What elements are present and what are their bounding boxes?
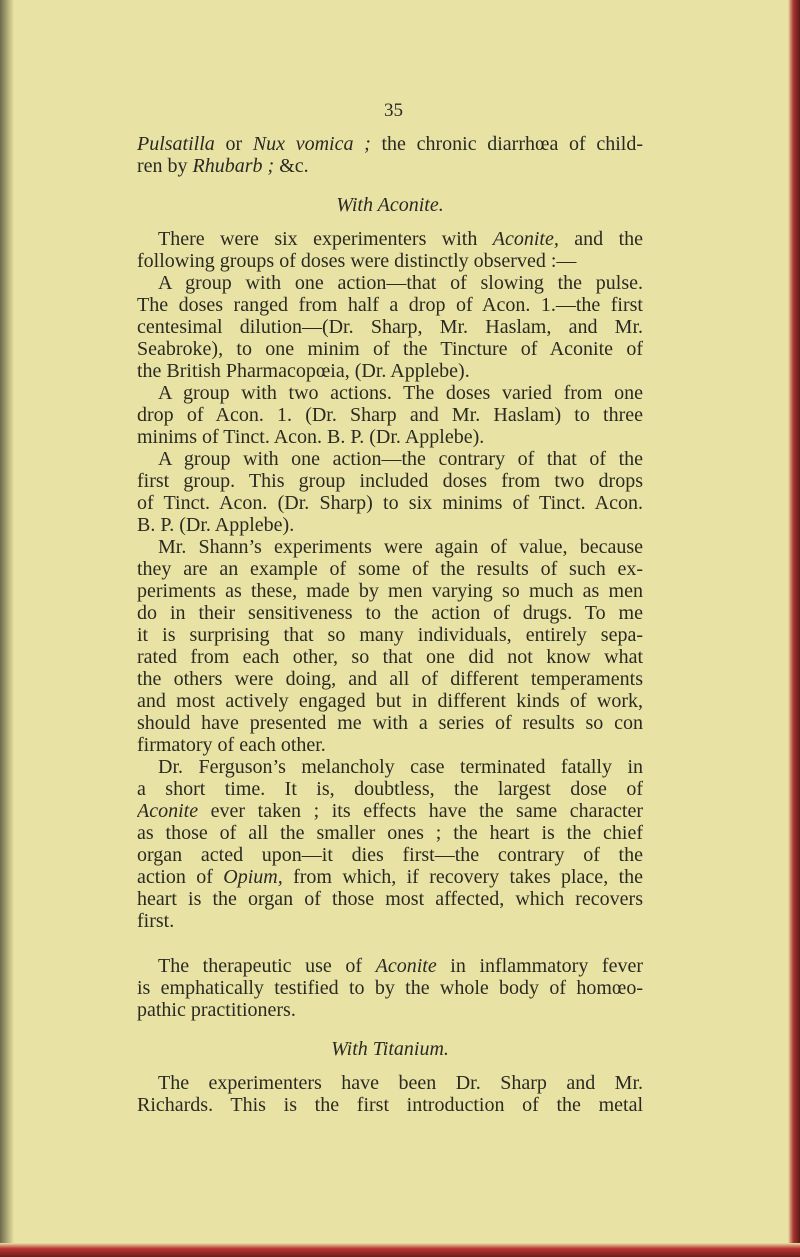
text-line: The experimenters have been Dr. Sharp and Mr. (158, 1072, 643, 1094)
page-number: 35 (384, 100, 403, 121)
page-left-edge (0, 0, 14, 1257)
text-line: The doses ranged from half a drop of Acon. 1.—the first (137, 294, 643, 316)
text-line: There were six experimenters with Aconite, and the (158, 228, 643, 250)
text-line: do in their sensitiveness to the action of drugs. To me (137, 602, 643, 624)
italic-term: Pulsatilla (137, 133, 215, 155)
text-line: drop of Acon. 1. (Dr. Sharp and Mr. Haslam) to three (137, 404, 643, 426)
italic-term: Opium, (223, 866, 283, 888)
text-line: Pulsatilla or Nux vomica ; the chronic diarrhœa of child- (137, 133, 643, 155)
text-line: heart is the organ of those most affected, which recovers (137, 888, 643, 910)
page-body (137, 133, 643, 1116)
text-line: The therapeutic use of Aconite in inflammatory fever (158, 955, 643, 977)
italic-term: Rhubarb ; (192, 155, 275, 177)
text-line: as those of all the smaller ones ; the heart is the chief (137, 822, 643, 844)
text-line: Aconite ever taken ; its effects have the same character (137, 800, 643, 822)
text-line: organ acted upon—it dies first—the contrary of the (137, 844, 643, 866)
text-line: the British Pharmacopœia, (Dr. Applebe). (137, 360, 470, 382)
text-line: Dr. Ferguson’s melancholy case terminated fatally in (158, 756, 643, 778)
page-right-edge (788, 0, 800, 1257)
text-line: Mr. Shann’s experiments were again of value, because (158, 536, 643, 558)
text-line: Richards. This is the first introduction of the metal (137, 1094, 643, 1116)
text-line: centesimal dilution—(Dr. Sharp, Mr. Haslam, and Mr. (137, 316, 643, 338)
text-line: it is surprising that so many individuals, entirely sepa- (137, 624, 643, 646)
page-bottom-edge (0, 1243, 800, 1257)
text-line: of Tinct. Acon. (Dr. Sharp) to six minims of Tinct. Acon. (137, 492, 643, 514)
text-line: firmatory of each other. (137, 734, 326, 756)
text-line: is emphatically testified to by the whole body of homœo- (137, 977, 643, 999)
text-line: periments as these, made by men varying so much as men (137, 580, 643, 602)
paragraph-gap (137, 932, 643, 955)
text-line: action of Opium, from which, if recovery takes place, the (137, 866, 643, 888)
text-line: ren by Rhubarb ; &c. (137, 155, 309, 177)
text-line: should have presented me with a series of results so con (137, 712, 643, 734)
text-line: pathic practitioners. (137, 999, 296, 1021)
text-line: Seabroke), to one minim of the Tincture of Aconite of (137, 338, 643, 360)
text-line: and most actively engaged but in different kinds of work, (137, 690, 643, 712)
text-line: A group with two actions. The doses varied from one (158, 382, 643, 404)
text-line: minims of Tinct. Acon. B. P. (Dr. Applebe). (137, 426, 485, 448)
text-line: rated from each other, so that one did not know what (137, 646, 643, 668)
section-heading: With Aconite. (336, 194, 444, 216)
italic-term: Nux vomica ; (252, 133, 371, 155)
italic-term: Aconite (137, 800, 199, 822)
text-line: following groups of doses were distinctly observed :— (137, 250, 577, 272)
text-line: first. (137, 910, 175, 932)
text-line: a short time. It is, doubtless, the largest dose of (137, 778, 643, 800)
text-line: A group with one action—that of slowing the pulse. (158, 272, 643, 294)
text-line: B. P. (Dr. Applebe). (137, 514, 295, 536)
section-heading: With Titanium. (331, 1038, 449, 1060)
italic-term: Aconite, (492, 228, 559, 250)
text-line: the others were doing, and all of different temperaments (137, 668, 643, 690)
italic-term: Aconite (375, 955, 437, 977)
text-line: first group. This group included doses from two drops (137, 470, 643, 492)
text-line: they are an example of some of the results of such ex- (137, 558, 643, 580)
text-line: A group with one action—the contrary of that of the (158, 448, 643, 470)
